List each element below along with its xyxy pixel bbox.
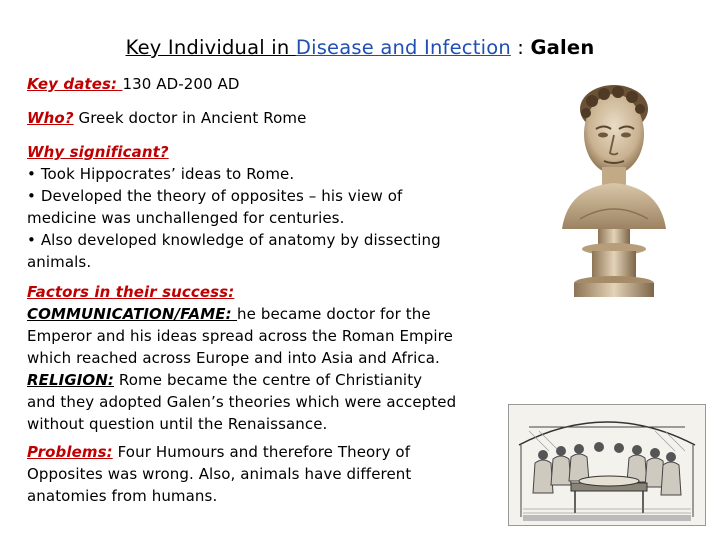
problems-label: Problems: — [27, 443, 113, 461]
dissection-woodcut-illustration — [509, 405, 705, 525]
who-label: Who? — [27, 109, 74, 127]
problems-text: Four Humours and therefore Theory of — [112, 443, 411, 461]
key-dates-section — [27, 73, 505, 95]
why-label: Why significant? — [27, 143, 169, 161]
why-section — [27, 141, 505, 273]
title-topic: Disease and Infection — [295, 36, 511, 59]
why-line: • Also developed knowledge of anatomy by dissecting — [27, 231, 441, 249]
problems-line: anatomies from humans. — [27, 487, 218, 505]
factors-section — [27, 281, 505, 435]
why-line: • Took Hippocrates’ ideas to Rome. — [27, 165, 295, 183]
factors-line: without question until the Renaissance. — [27, 415, 328, 433]
factors-line: and they adopted Galen’s theories which were accepted — [27, 393, 457, 411]
factors-label: Factors in their success: — [27, 283, 235, 301]
problems-line: Opposites was wrong. Also, animals have different — [27, 465, 412, 483]
factors-line: Emperor and his ideas spread across the Roman Empire — [27, 327, 453, 345]
factors-line: which reached across Europe and into Asia and Africa. — [27, 349, 440, 367]
title-prefix: Key Individual in — [125, 36, 296, 59]
why-line: animals. — [27, 253, 92, 271]
key-dates-label: Key dates: — [27, 75, 123, 93]
galen-bust-image — [540, 79, 688, 301]
key-dates-text: 130 AD-200 AD — [122, 75, 240, 93]
dissection-woodcut-image — [508, 404, 706, 526]
galen-bust-illustration — [540, 79, 688, 301]
who-section — [27, 107, 505, 129]
communication-label: COMMUNICATION/FAME: — [27, 305, 238, 323]
communication-text: he became doctor for the — [237, 305, 431, 323]
who-text: Greek doctor in Ancient Rome — [73, 109, 307, 127]
why-line: • Developed the theory of opposites – his view of — [27, 187, 403, 205]
why-line: medicine was unchallenged for centuries. — [27, 209, 345, 227]
title-separator: : — [510, 36, 531, 59]
problems-section — [27, 441, 505, 507]
title-person: Galen — [530, 36, 595, 59]
religion-label: RELIGION: — [27, 371, 115, 389]
religion-text: Rome became the centre of Christianity — [114, 371, 423, 389]
page-title — [0, 36, 720, 59]
